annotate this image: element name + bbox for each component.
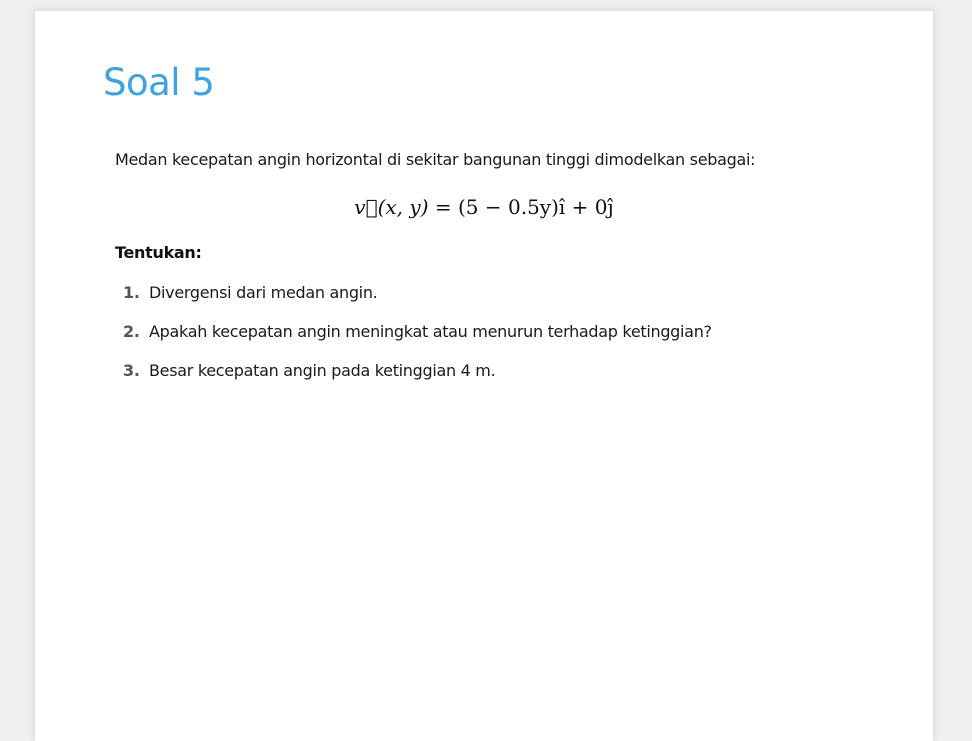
page-title: Soal 5 xyxy=(103,61,215,104)
section-heading: Tentukan: xyxy=(115,243,202,262)
item-text: Apakah kecepatan angin meningkat atau menurun terhadap ketinggian? xyxy=(149,322,712,341)
question-list xyxy=(123,283,712,400)
list-item xyxy=(123,283,712,322)
list-item xyxy=(123,361,712,400)
equation xyxy=(35,195,933,219)
equation-lhs: v⃗(x, y) xyxy=(354,195,429,219)
item-number: 3. xyxy=(123,361,140,380)
item-text: Besar kecepatan angin pada ketinggian 4 m. xyxy=(149,361,496,380)
equation-equals: = xyxy=(428,195,458,219)
intro-text: Medan kecepatan angin horizontal di sekitar bangunan tinggi dimodelkan sebagai: xyxy=(115,150,756,169)
list-item xyxy=(123,322,712,361)
item-number: 2. xyxy=(123,322,140,341)
item-text: Divergensi dari medan angin. xyxy=(149,283,378,302)
document-page xyxy=(35,11,933,741)
equation-rhs: (5 − 0.5y)î + 0ĵ xyxy=(457,195,614,219)
item-number: 1. xyxy=(123,283,140,302)
